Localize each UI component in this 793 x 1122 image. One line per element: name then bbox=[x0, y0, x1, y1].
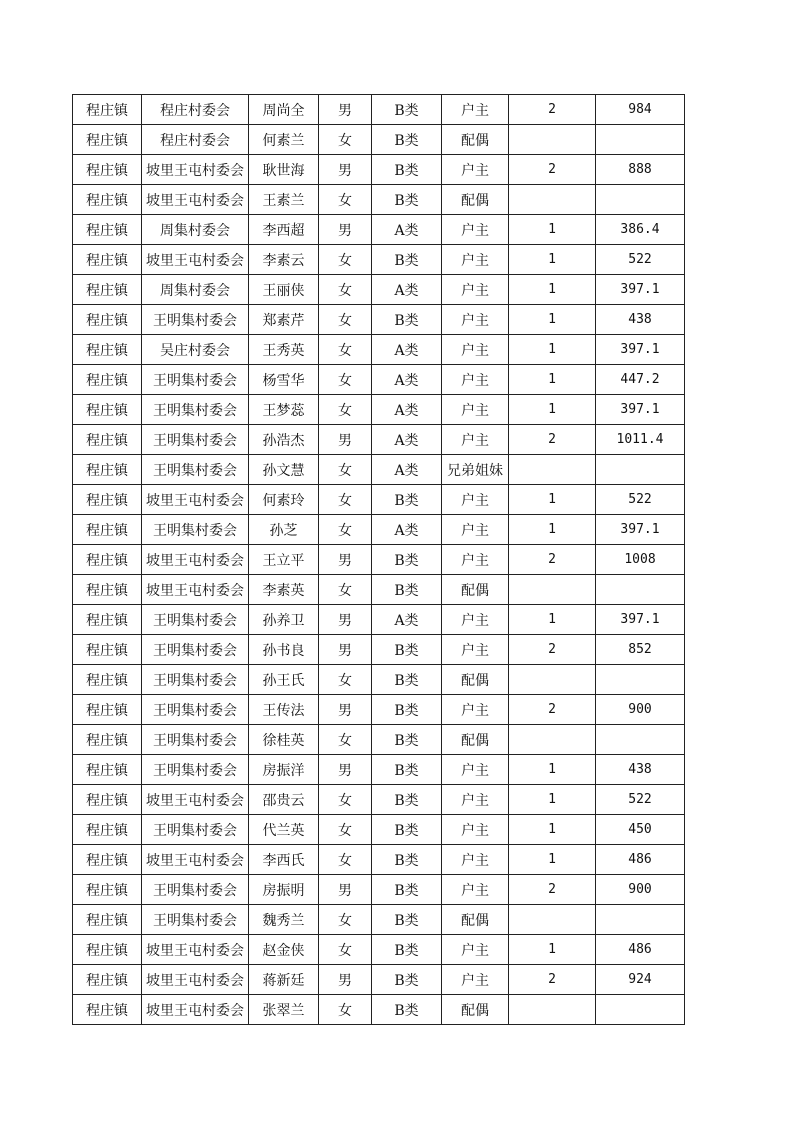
amount-cell: 1011.4 bbox=[596, 425, 685, 455]
category-cell: B类 bbox=[372, 485, 442, 515]
category-cell: A类 bbox=[372, 335, 442, 365]
name-cell: 李素英 bbox=[249, 575, 319, 605]
household-size-cell: 1 bbox=[509, 785, 596, 815]
town-cell: 程庄镇 bbox=[73, 425, 142, 455]
town-cell: 程庄镇 bbox=[73, 575, 142, 605]
category-cell: B类 bbox=[372, 845, 442, 875]
name-cell: 孙文慧 bbox=[249, 455, 319, 485]
amount-cell bbox=[596, 995, 685, 1025]
category-cell: A类 bbox=[372, 395, 442, 425]
relation-cell: 户主 bbox=[442, 815, 509, 845]
relation-cell: 户主 bbox=[442, 875, 509, 905]
gender-cell: 女 bbox=[319, 785, 372, 815]
village-committee-cell: 坡里王屯村委会 bbox=[142, 995, 249, 1025]
amount-cell: 1008 bbox=[596, 545, 685, 575]
relation-cell: 户主 bbox=[442, 245, 509, 275]
town-cell: 程庄镇 bbox=[73, 755, 142, 785]
village-committee-cell: 坡里王屯村委会 bbox=[142, 965, 249, 995]
table-row bbox=[73, 695, 685, 725]
category-cell: B类 bbox=[372, 695, 442, 725]
name-cell: 李西超 bbox=[249, 215, 319, 245]
gender-cell: 男 bbox=[319, 215, 372, 245]
gender-cell: 男 bbox=[319, 605, 372, 635]
category-cell: B类 bbox=[372, 755, 442, 785]
relation-cell: 配偶 bbox=[442, 575, 509, 605]
household-size-cell: 2 bbox=[509, 695, 596, 725]
category-cell: A类 bbox=[372, 425, 442, 455]
town-cell: 程庄镇 bbox=[73, 95, 142, 125]
town-cell: 程庄镇 bbox=[73, 515, 142, 545]
household-size-cell: 1 bbox=[509, 335, 596, 365]
town-cell: 程庄镇 bbox=[73, 185, 142, 215]
category-cell: B类 bbox=[372, 245, 442, 275]
table-row bbox=[73, 665, 685, 695]
relation-cell: 户主 bbox=[442, 95, 509, 125]
household-size-cell: 1 bbox=[509, 365, 596, 395]
gender-cell: 女 bbox=[319, 575, 372, 605]
table-row bbox=[73, 755, 685, 785]
town-cell: 程庄镇 bbox=[73, 545, 142, 575]
household-size-cell: 2 bbox=[509, 875, 596, 905]
relation-cell: 户主 bbox=[442, 695, 509, 725]
relation-cell: 户主 bbox=[442, 635, 509, 665]
name-cell: 蒋新廷 bbox=[249, 965, 319, 995]
gender-cell: 女 bbox=[319, 485, 372, 515]
amount-cell: 397.1 bbox=[596, 515, 685, 545]
category-cell: B类 bbox=[372, 95, 442, 125]
name-cell: 王素兰 bbox=[249, 185, 319, 215]
household-size-cell bbox=[509, 665, 596, 695]
relation-cell: 户主 bbox=[442, 515, 509, 545]
village-committee-cell: 王明集村委会 bbox=[142, 605, 249, 635]
amount-cell: 522 bbox=[596, 485, 685, 515]
town-cell: 程庄镇 bbox=[73, 635, 142, 665]
amount-cell: 984 bbox=[596, 95, 685, 125]
village-committee-cell: 王明集村委会 bbox=[142, 755, 249, 785]
category-cell: B类 bbox=[372, 305, 442, 335]
relation-cell: 户主 bbox=[442, 155, 509, 185]
relation-cell: 户主 bbox=[442, 365, 509, 395]
gender-cell: 女 bbox=[319, 335, 372, 365]
amount-cell: 438 bbox=[596, 305, 685, 335]
amount-cell: 486 bbox=[596, 845, 685, 875]
category-cell: A类 bbox=[372, 365, 442, 395]
village-committee-cell: 坡里王屯村委会 bbox=[142, 785, 249, 815]
category-cell: B类 bbox=[372, 965, 442, 995]
name-cell: 王秀英 bbox=[249, 335, 319, 365]
village-committee-cell: 程庄村委会 bbox=[142, 95, 249, 125]
gender-cell: 女 bbox=[319, 275, 372, 305]
household-size-cell: 1 bbox=[509, 395, 596, 425]
amount-cell bbox=[596, 125, 685, 155]
name-cell: 孙养卫 bbox=[249, 605, 319, 635]
table-row bbox=[73, 395, 685, 425]
town-cell: 程庄镇 bbox=[73, 365, 142, 395]
table-row bbox=[73, 725, 685, 755]
table-row bbox=[73, 425, 685, 455]
relation-cell: 户主 bbox=[442, 935, 509, 965]
household-size-cell: 2 bbox=[509, 635, 596, 665]
category-cell: B类 bbox=[372, 935, 442, 965]
name-cell: 徐桂英 bbox=[249, 725, 319, 755]
village-committee-cell: 王明集村委会 bbox=[142, 365, 249, 395]
amount-cell: 522 bbox=[596, 245, 685, 275]
gender-cell: 女 bbox=[319, 365, 372, 395]
category-cell: B类 bbox=[372, 905, 442, 935]
gender-cell: 男 bbox=[319, 965, 372, 995]
table-row bbox=[73, 785, 685, 815]
name-cell: 房振洋 bbox=[249, 755, 319, 785]
household-size-cell: 1 bbox=[509, 485, 596, 515]
table-row bbox=[73, 935, 685, 965]
gender-cell: 女 bbox=[319, 125, 372, 155]
town-cell: 程庄镇 bbox=[73, 905, 142, 935]
table-row bbox=[73, 245, 685, 275]
gender-cell: 男 bbox=[319, 635, 372, 665]
name-cell: 邵贵云 bbox=[249, 785, 319, 815]
category-cell: A类 bbox=[372, 215, 442, 245]
village-committee-cell: 王明集村委会 bbox=[142, 455, 249, 485]
household-size-cell: 1 bbox=[509, 515, 596, 545]
table-row bbox=[73, 155, 685, 185]
town-cell: 程庄镇 bbox=[73, 815, 142, 845]
category-cell: B类 bbox=[372, 125, 442, 155]
document-page bbox=[72, 94, 685, 1025]
town-cell: 程庄镇 bbox=[73, 845, 142, 875]
name-cell: 孙书良 bbox=[249, 635, 319, 665]
town-cell: 程庄镇 bbox=[73, 785, 142, 815]
amount-cell: 438 bbox=[596, 755, 685, 785]
category-cell: B类 bbox=[372, 725, 442, 755]
amount-cell: 450 bbox=[596, 815, 685, 845]
name-cell: 周尚全 bbox=[249, 95, 319, 125]
name-cell: 王梦蕊 bbox=[249, 395, 319, 425]
household-size-cell bbox=[509, 575, 596, 605]
household-size-cell bbox=[509, 995, 596, 1025]
household-size-cell: 1 bbox=[509, 935, 596, 965]
village-committee-cell: 坡里王屯村委会 bbox=[142, 545, 249, 575]
town-cell: 程庄镇 bbox=[73, 995, 142, 1025]
village-committee-cell: 周集村委会 bbox=[142, 215, 249, 245]
relation-cell: 户主 bbox=[442, 755, 509, 785]
amount-cell: 852 bbox=[596, 635, 685, 665]
amount-cell: 397.1 bbox=[596, 605, 685, 635]
household-size-cell: 1 bbox=[509, 605, 596, 635]
relation-cell: 配偶 bbox=[442, 995, 509, 1025]
village-committee-cell: 王明集村委会 bbox=[142, 695, 249, 725]
town-cell: 程庄镇 bbox=[73, 485, 142, 515]
table-row bbox=[73, 305, 685, 335]
household-size-cell bbox=[509, 455, 596, 485]
gender-cell: 女 bbox=[319, 905, 372, 935]
gender-cell: 女 bbox=[319, 935, 372, 965]
table-row bbox=[73, 845, 685, 875]
amount-cell: 397.1 bbox=[596, 275, 685, 305]
relation-cell: 配偶 bbox=[442, 185, 509, 215]
gender-cell: 男 bbox=[319, 155, 372, 185]
town-cell: 程庄镇 bbox=[73, 335, 142, 365]
gender-cell: 男 bbox=[319, 425, 372, 455]
town-cell: 程庄镇 bbox=[73, 125, 142, 155]
village-committee-cell: 王明集村委会 bbox=[142, 875, 249, 905]
town-cell: 程庄镇 bbox=[73, 725, 142, 755]
town-cell: 程庄镇 bbox=[73, 395, 142, 425]
village-committee-cell: 周集村委会 bbox=[142, 275, 249, 305]
village-committee-cell: 坡里王屯村委会 bbox=[142, 155, 249, 185]
amount-cell bbox=[596, 665, 685, 695]
name-cell: 赵金侠 bbox=[249, 935, 319, 965]
household-size-cell: 2 bbox=[509, 155, 596, 185]
category-cell: B类 bbox=[372, 635, 442, 665]
name-cell: 郑素芹 bbox=[249, 305, 319, 335]
village-committee-cell: 坡里王屯村委会 bbox=[142, 935, 249, 965]
amount-cell bbox=[596, 185, 685, 215]
household-size-cell: 1 bbox=[509, 845, 596, 875]
table-row bbox=[73, 635, 685, 665]
village-committee-cell: 坡里王屯村委会 bbox=[142, 575, 249, 605]
relation-cell: 兄弟姐妹 bbox=[442, 455, 509, 485]
category-cell: B类 bbox=[372, 575, 442, 605]
town-cell: 程庄镇 bbox=[73, 965, 142, 995]
household-size-cell: 2 bbox=[509, 425, 596, 455]
table-row bbox=[73, 185, 685, 215]
relation-cell: 户主 bbox=[442, 965, 509, 995]
village-committee-cell: 王明集村委会 bbox=[142, 635, 249, 665]
household-size-cell: 2 bbox=[509, 95, 596, 125]
household-size-cell: 1 bbox=[509, 305, 596, 335]
amount-cell: 900 bbox=[596, 875, 685, 905]
gender-cell: 女 bbox=[319, 995, 372, 1025]
category-cell: A类 bbox=[372, 455, 442, 485]
village-committee-cell: 王明集村委会 bbox=[142, 515, 249, 545]
relation-cell: 户主 bbox=[442, 305, 509, 335]
town-cell: 程庄镇 bbox=[73, 215, 142, 245]
relation-cell: 配偶 bbox=[442, 725, 509, 755]
amount-cell: 447.2 bbox=[596, 365, 685, 395]
category-cell: B类 bbox=[372, 875, 442, 905]
household-size-cell bbox=[509, 185, 596, 215]
village-committee-cell: 王明集村委会 bbox=[142, 665, 249, 695]
town-cell: 程庄镇 bbox=[73, 275, 142, 305]
amount-cell: 386.4 bbox=[596, 215, 685, 245]
amount-cell: 900 bbox=[596, 695, 685, 725]
amount-cell: 924 bbox=[596, 965, 685, 995]
town-cell: 程庄镇 bbox=[73, 665, 142, 695]
gender-cell: 女 bbox=[319, 515, 372, 545]
village-committee-cell: 王明集村委会 bbox=[142, 425, 249, 455]
table-row bbox=[73, 905, 685, 935]
town-cell: 程庄镇 bbox=[73, 455, 142, 485]
village-committee-cell: 坡里王屯村委会 bbox=[142, 245, 249, 275]
relation-cell: 配偶 bbox=[442, 665, 509, 695]
household-size-cell bbox=[509, 905, 596, 935]
village-committee-cell: 坡里王屯村委会 bbox=[142, 845, 249, 875]
relation-cell: 配偶 bbox=[442, 905, 509, 935]
gender-cell: 女 bbox=[319, 185, 372, 215]
gender-cell: 女 bbox=[319, 815, 372, 845]
table-row bbox=[73, 455, 685, 485]
amount-cell: 522 bbox=[596, 785, 685, 815]
roster-body bbox=[73, 95, 685, 1025]
town-cell: 程庄镇 bbox=[73, 245, 142, 275]
relation-cell: 户主 bbox=[442, 605, 509, 635]
table-row bbox=[73, 335, 685, 365]
name-cell: 魏秀兰 bbox=[249, 905, 319, 935]
category-cell: B类 bbox=[372, 995, 442, 1025]
gender-cell: 男 bbox=[319, 875, 372, 905]
town-cell: 程庄镇 bbox=[73, 155, 142, 185]
table-row bbox=[73, 125, 685, 155]
village-committee-cell: 王明集村委会 bbox=[142, 395, 249, 425]
village-committee-cell: 坡里王屯村委会 bbox=[142, 185, 249, 215]
table-row bbox=[73, 965, 685, 995]
category-cell: A类 bbox=[372, 515, 442, 545]
household-size-cell bbox=[509, 725, 596, 755]
table-row bbox=[73, 365, 685, 395]
table-row bbox=[73, 95, 685, 125]
name-cell: 张翠兰 bbox=[249, 995, 319, 1025]
relation-cell: 户主 bbox=[442, 395, 509, 425]
gender-cell: 女 bbox=[319, 305, 372, 335]
amount-cell bbox=[596, 455, 685, 485]
village-committee-cell: 坡里王屯村委会 bbox=[142, 485, 249, 515]
category-cell: B类 bbox=[372, 545, 442, 575]
household-size-cell: 2 bbox=[509, 965, 596, 995]
town-cell: 程庄镇 bbox=[73, 305, 142, 335]
category-cell: B类 bbox=[372, 155, 442, 185]
category-cell: B类 bbox=[372, 815, 442, 845]
name-cell: 何素兰 bbox=[249, 125, 319, 155]
household-size-cell: 2 bbox=[509, 545, 596, 575]
table-row bbox=[73, 575, 685, 605]
roster-table bbox=[72, 94, 685, 1025]
relation-cell: 户主 bbox=[442, 215, 509, 245]
name-cell: 孙王氏 bbox=[249, 665, 319, 695]
category-cell: B类 bbox=[372, 665, 442, 695]
relation-cell: 配偶 bbox=[442, 125, 509, 155]
household-size-cell: 1 bbox=[509, 245, 596, 275]
village-committee-cell: 程庄村委会 bbox=[142, 125, 249, 155]
name-cell: 王传法 bbox=[249, 695, 319, 725]
relation-cell: 户主 bbox=[442, 425, 509, 455]
name-cell: 孙芝 bbox=[249, 515, 319, 545]
table-row bbox=[73, 875, 685, 905]
household-size-cell bbox=[509, 125, 596, 155]
town-cell: 程庄镇 bbox=[73, 875, 142, 905]
relation-cell: 户主 bbox=[442, 545, 509, 575]
village-committee-cell: 王明集村委会 bbox=[142, 905, 249, 935]
amount-cell: 397.1 bbox=[596, 395, 685, 425]
relation-cell: 户主 bbox=[442, 845, 509, 875]
table-row bbox=[73, 275, 685, 305]
name-cell: 孙浩杰 bbox=[249, 425, 319, 455]
relation-cell: 户主 bbox=[442, 275, 509, 305]
amount-cell: 397.1 bbox=[596, 335, 685, 365]
gender-cell: 女 bbox=[319, 395, 372, 425]
amount-cell bbox=[596, 575, 685, 605]
household-size-cell: 1 bbox=[509, 755, 596, 785]
name-cell: 杨雪华 bbox=[249, 365, 319, 395]
household-size-cell: 1 bbox=[509, 815, 596, 845]
amount-cell: 888 bbox=[596, 155, 685, 185]
name-cell: 王立平 bbox=[249, 545, 319, 575]
table-row bbox=[73, 995, 685, 1025]
table-row bbox=[73, 545, 685, 575]
name-cell: 李西氏 bbox=[249, 845, 319, 875]
gender-cell: 女 bbox=[319, 725, 372, 755]
category-cell: B类 bbox=[372, 185, 442, 215]
amount-cell bbox=[596, 725, 685, 755]
amount-cell bbox=[596, 905, 685, 935]
gender-cell: 男 bbox=[319, 95, 372, 125]
relation-cell: 户主 bbox=[442, 335, 509, 365]
table-row bbox=[73, 605, 685, 635]
village-committee-cell: 王明集村委会 bbox=[142, 725, 249, 755]
gender-cell: 男 bbox=[319, 695, 372, 725]
relation-cell: 户主 bbox=[442, 485, 509, 515]
name-cell: 李素云 bbox=[249, 245, 319, 275]
category-cell: A类 bbox=[372, 605, 442, 635]
household-size-cell: 1 bbox=[509, 215, 596, 245]
village-committee-cell: 吴庄村委会 bbox=[142, 335, 249, 365]
category-cell: A类 bbox=[372, 275, 442, 305]
name-cell: 何素玲 bbox=[249, 485, 319, 515]
category-cell: B类 bbox=[372, 785, 442, 815]
gender-cell: 女 bbox=[319, 845, 372, 875]
town-cell: 程庄镇 bbox=[73, 935, 142, 965]
name-cell: 耿世海 bbox=[249, 155, 319, 185]
table-row bbox=[73, 815, 685, 845]
village-committee-cell: 王明集村委会 bbox=[142, 815, 249, 845]
gender-cell: 男 bbox=[319, 545, 372, 575]
amount-cell: 486 bbox=[596, 935, 685, 965]
town-cell: 程庄镇 bbox=[73, 695, 142, 725]
gender-cell: 女 bbox=[319, 665, 372, 695]
table-row bbox=[73, 515, 685, 545]
name-cell: 房振明 bbox=[249, 875, 319, 905]
relation-cell: 户主 bbox=[442, 785, 509, 815]
table-row bbox=[73, 485, 685, 515]
name-cell: 王丽侠 bbox=[249, 275, 319, 305]
gender-cell: 男 bbox=[319, 755, 372, 785]
household-size-cell: 1 bbox=[509, 275, 596, 305]
gender-cell: 女 bbox=[319, 245, 372, 275]
table-row bbox=[73, 215, 685, 245]
village-committee-cell: 王明集村委会 bbox=[142, 305, 249, 335]
town-cell: 程庄镇 bbox=[73, 605, 142, 635]
name-cell: 代兰英 bbox=[249, 815, 319, 845]
gender-cell: 女 bbox=[319, 455, 372, 485]
